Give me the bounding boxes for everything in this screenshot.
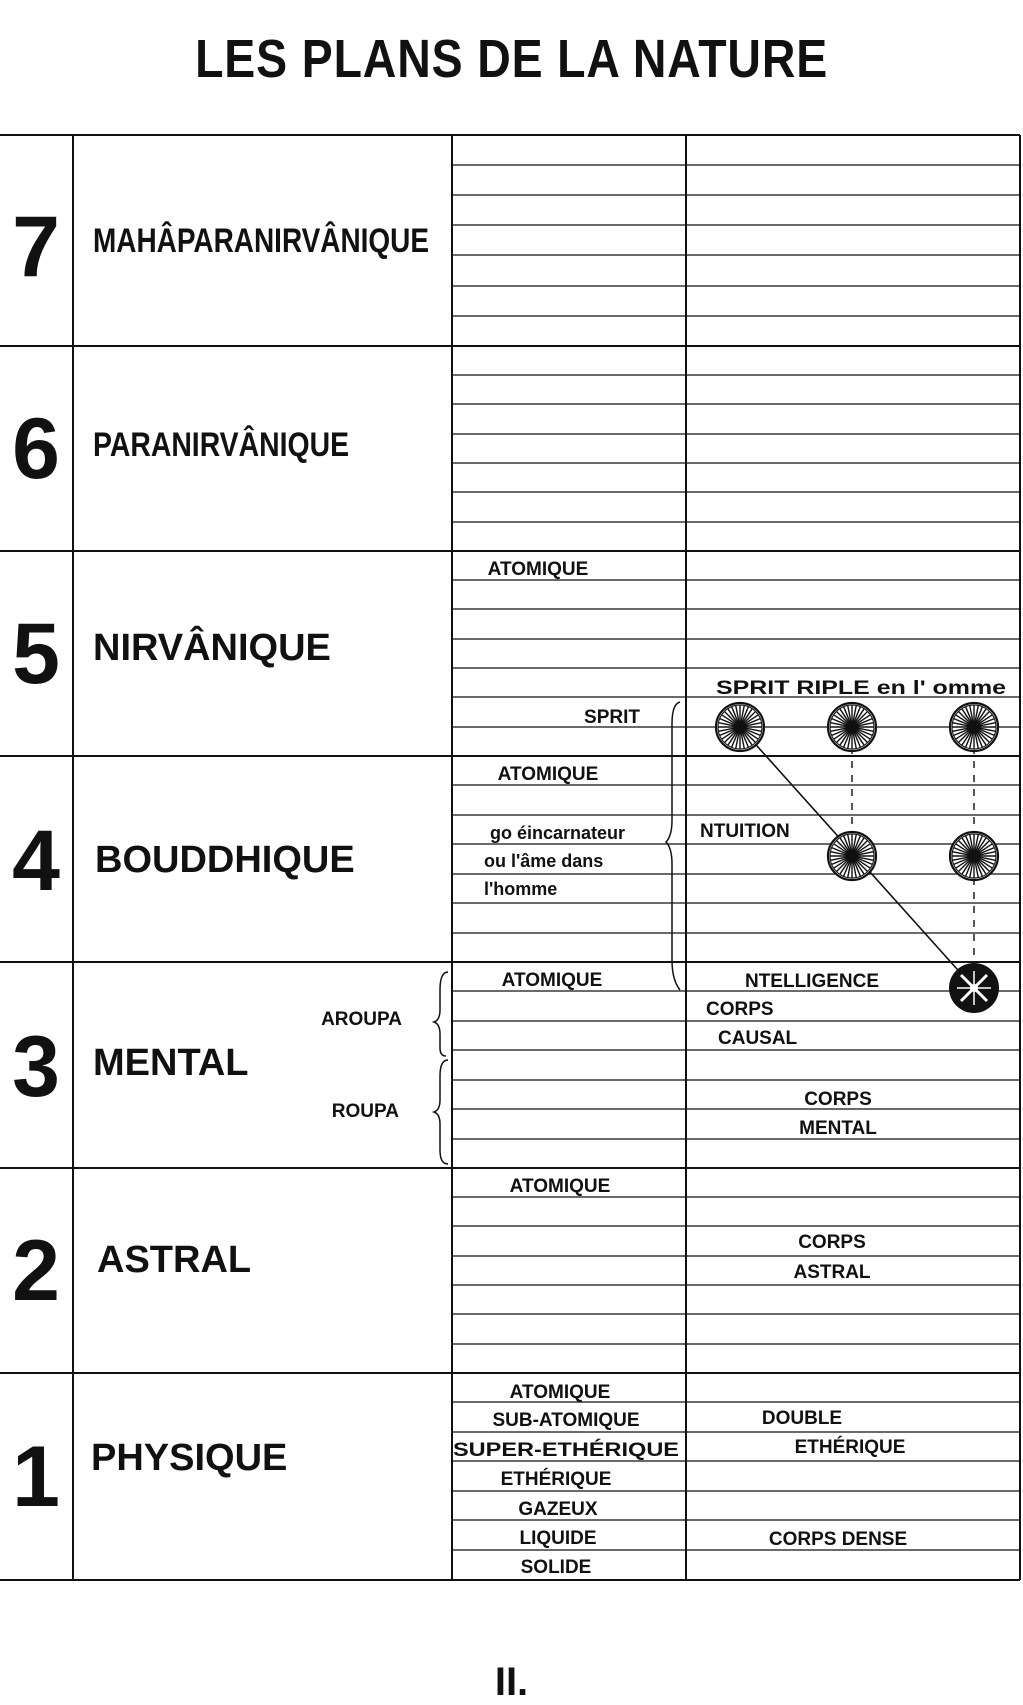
sprit-label: SPRIT bbox=[584, 707, 640, 728]
spirit-wheel-icon bbox=[828, 832, 876, 880]
corps-mental-label-2: MENTAL bbox=[799, 1118, 877, 1139]
spirit-wheels bbox=[716, 703, 998, 880]
plane-name: BOUDDHIQUE bbox=[95, 839, 355, 881]
page-number: II. bbox=[494, 1660, 529, 1704]
spirit-wheel-icon bbox=[716, 703, 764, 751]
plane-number: 4 bbox=[12, 813, 60, 909]
intuition-label: NTUITION bbox=[700, 821, 790, 842]
double-label-2: ETHÉRIQUE bbox=[794, 1437, 906, 1458]
plane-name: NIRVÂNIQUE bbox=[93, 627, 331, 669]
plane-name: PHYSIQUE bbox=[91, 1437, 288, 1479]
ego-label-line3: l'homme bbox=[484, 879, 558, 899]
atomique-label: ATOMIQUE bbox=[497, 764, 599, 785]
plane-number: 2 bbox=[12, 1223, 60, 1319]
double-label-1: DOUBLE bbox=[761, 1408, 843, 1429]
plane-name: ASTRAL bbox=[97, 1239, 252, 1281]
plane-number: 5 bbox=[12, 606, 60, 702]
ego-label-line1: go éincarnateur bbox=[490, 823, 626, 843]
ego-brace bbox=[666, 702, 680, 990]
causal-wheel-dark-icon bbox=[949, 963, 999, 1013]
atomique-label: ATOMIQUE bbox=[487, 559, 589, 580]
plane-name: MENTAL bbox=[93, 1042, 249, 1084]
spirit-wheel-icon bbox=[950, 703, 998, 751]
atomique-label: ATOMIQUE bbox=[501, 970, 603, 991]
spirit-wheel-icon bbox=[950, 832, 998, 880]
roupa-brace bbox=[434, 1060, 448, 1164]
corps-astral-label-1: CORPS bbox=[798, 1232, 866, 1253]
physical-subplane-label: SUPER-ETHÉRIQUE bbox=[453, 1440, 636, 1461]
spirit-wheel-icon bbox=[828, 703, 876, 751]
physical-subplane-label: SOLIDE bbox=[520, 1557, 592, 1578]
atomique-label: ATOMIQUE bbox=[509, 1176, 611, 1197]
corps-dense-label: CORPS DENSE bbox=[768, 1529, 908, 1550]
subplane-labels bbox=[453, 559, 679, 1578]
corps-astral-label-2: ASTRAL bbox=[793, 1262, 871, 1283]
plane-number: 3 bbox=[12, 1019, 60, 1115]
plane-names bbox=[91, 222, 429, 1479]
physical-subplane-label: LIQUIDE bbox=[519, 1528, 597, 1549]
page-title: LES PLANS DE LA NATURE bbox=[195, 29, 829, 89]
ego-label-line2: ou l'âme dans bbox=[484, 851, 604, 871]
roupa-label: ROUPA bbox=[331, 1101, 399, 1122]
intelligence-label: NTELLIGENCE bbox=[744, 971, 880, 992]
physical-subplane-label: ETHÉRIQUE bbox=[500, 1469, 612, 1490]
mental-subdivisions bbox=[321, 972, 448, 1164]
aroupa-label: AROUPA bbox=[321, 1009, 402, 1030]
plane-numbers bbox=[12, 199, 60, 1525]
plane-number: 1 bbox=[12, 1429, 60, 1525]
physical-subplane-label: GAZEUX bbox=[518, 1499, 598, 1520]
corps-causal-label-2: CAUSAL bbox=[718, 1028, 798, 1049]
physical-subplane-label: ATOMIQUE bbox=[509, 1382, 611, 1403]
plane-name: PARANIRVÂNIQUE bbox=[93, 426, 349, 464]
triple-spirit-label: SPRIT RIPLE en l' omme bbox=[716, 678, 1006, 699]
plane-number: 7 bbox=[12, 199, 60, 295]
plane-name: MAHÂPARANIRVÂNIQUE bbox=[93, 222, 429, 260]
plane-number: 6 bbox=[12, 401, 60, 497]
physical-subplane-label: SUB-ATOMIQUE bbox=[492, 1410, 640, 1431]
corps-causal-label-1: CORPS bbox=[706, 999, 774, 1020]
corps-mental-label-1: CORPS bbox=[804, 1089, 872, 1110]
aroupa-brace bbox=[434, 972, 448, 1056]
right-labels bbox=[700, 678, 1006, 1550]
